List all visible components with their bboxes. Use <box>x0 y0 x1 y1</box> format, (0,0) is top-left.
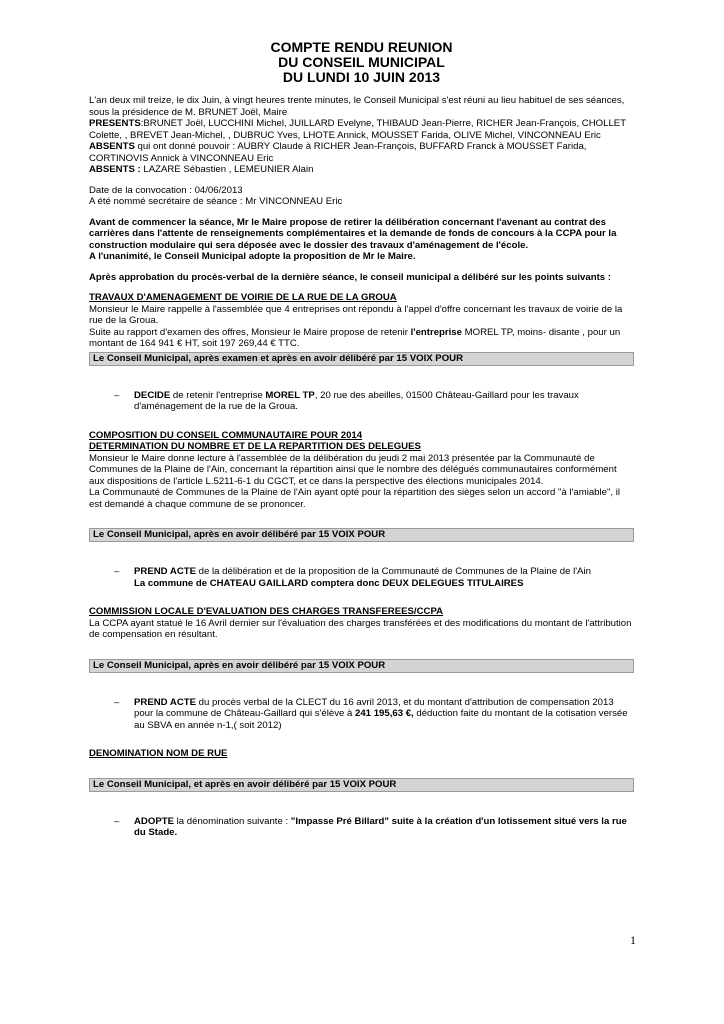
section-paragraph: Monsieur le Maire rappelle à l'assemblée que 4 entreprises ont répondu à l'appel d'offre concernant les travaux de voirie de la rue de la Groua. <box>89 303 623 326</box>
absents-pouvoir-paragraph <box>89 141 634 164</box>
decision-bullet <box>89 566 634 589</box>
vote-banner: Le Conseil Municipal, et après en avoir délibéré par 15 VOIX POUR <box>89 778 634 792</box>
absents-pouvoir-label: ABSENTS <box>89 141 135 152</box>
presents-label: PRESENTS <box>89 118 141 129</box>
section-paragraph: La CCPA ayant statué le 16 Avril dernier sur l'évaluation des charges transférées et des modifications du montant de l'attribution de compensation en résultant. <box>89 617 632 640</box>
preamble-line-1: Avant de commencer la séance, Mr le Maire propose de retirer la délibération concernant l'avenant au contrat des carrières dans l'attente de renseignements complémentaires et la demande de fonds de concours à la CCPA pour la construction modulaire qui sera déposée avec le dossier des travaux d'aménagement de l'école. <box>89 216 617 251</box>
decision-bold-line: La commune de CHATEAU GAILLARD comptera donc DEUX DELEGUES TITULAIRES <box>134 577 524 589</box>
vote-banner: Le Conseil Municipal, après en avoir délibéré par 15 VOIX POUR <box>89 659 634 673</box>
section-heading: COMPOSITION DU CONSEIL COMMUNAUTAIRE POUR 2014 <box>89 429 363 441</box>
decision-text: de retenir l'entreprise <box>170 389 266 401</box>
decision-text: du procès verbal de la CLECT du 16 avril 2013, et du montant d'attribution de compensation 2013 pour la commune de Château-Gaillard qui s'élève à <box>134 696 614 719</box>
dash-marker: – <box>114 389 120 401</box>
decision-bullet <box>89 390 634 413</box>
section-heading: COMMISSION LOCALE D'EVALUATION DES CHARGES TRANSFEREES/CCPA <box>89 606 444 617</box>
section-heading: TRAVAUX D'AMENAGEMENT DE VOIRIE DE LA RUE DE LA GROUA <box>89 292 397 303</box>
decision-text: de la délibération et de la proposition de la Communauté de Communes de la Plaine de l'Ain <box>196 566 591 577</box>
decision-verb: PREND ACTE <box>134 566 197 577</box>
section-paragraph: Monsieur le Maire donne lecture à l'assemblée de la délibération du jeudi 2 mai 2013 présentée par la Communauté de Communes de la Plaine de l'Ain, concernant la répartition ainsi que le nombre des délégués communautaires conformément aux dispositions de l'article L.5211-6-1 du CGCT, et ce dans la perspective des élections municipales 2014. <box>89 452 617 487</box>
section-paragraph: La Communauté de Communes de la Plaine de l'Ain ayant opté pour la répartition des sièges selon un accord "à l'amiable", il est demandé à chaque commune de se prononcer. <box>89 487 620 510</box>
absents-label: ABSENTS : <box>89 164 144 175</box>
decision-verb: DECIDE <box>134 389 171 401</box>
decision-text: déduction faite du montant de la cotisation versée au SBVA en année n-1,( soit 2012) <box>134 708 628 731</box>
decision-verb: PREND ACTE <box>134 696 197 708</box>
paragraph-text: MOREL TP, moins- disante , pour un montant de 164 941 € HT, soit 197 269,44 € TTC. <box>89 326 621 349</box>
absents-text: LAZARE Sébastien , LEMEUNIER Alain <box>143 164 314 175</box>
decision-text: la dénomination suivante : <box>173 815 291 827</box>
dash-marker: – <box>114 696 120 708</box>
convocation-date: Date de la convocation : 04/06/2013 <box>89 184 243 196</box>
page-title <box>89 40 634 85</box>
title-line-1: COMPTE RENDU REUNION <box>270 39 453 55</box>
vote-banner: Le Conseil Municipal, après examen et après en avoir délibéré par 15 VOIX POUR <box>89 352 634 366</box>
dash-marker: – <box>114 566 120 577</box>
decision-bold: MOREL TP <box>265 389 315 401</box>
decision-bullet <box>89 697 634 732</box>
document-page <box>89 40 634 839</box>
section-denomination <box>89 748 634 839</box>
decision-bold: 241 195,63 €, <box>355 708 414 719</box>
paragraph-bold: l'entreprise <box>410 326 462 338</box>
decision-bold: "Impasse Pré Billard" suite à la création d'un lotissement situé vers la rue du Stade. <box>134 815 627 838</box>
decision-text: , 20 rue des abeilles, 01500 Château-Gaillard pour les travaux d'aménagement de la rue de la Groua. <box>134 389 579 412</box>
section-voirie <box>89 292 634 413</box>
dash-marker: – <box>114 815 120 827</box>
secretaire: A été nommé secrétaire de séance : Mr VINCONNEAU Eric <box>89 196 343 207</box>
presents-text: :BRUNET Joël, LUCCHINI Michel, JUILLARD Evelyne, THIBAUD Jean-Pierre, RICHER Jean-François, CHOLLET Colette, , BREVET Jean-Michel, , DUBRUC Yves, LHOTE Annick, MOUSSET Farida, OLIVE Michel, VINCONNEAU Eric <box>89 118 626 141</box>
title-line-2: DU CONSEIL MUNICIPAL <box>278 54 445 70</box>
section-conseil-communautaire <box>89 430 634 590</box>
absents-paragraph <box>89 164 634 176</box>
section-subheading: DETERMINATION DU NOMBRE ET DE LA REPARTITION DES DELEGUES <box>89 441 421 452</box>
decision-bullet <box>89 816 634 839</box>
approbation: Après approbation du procès-verbal de la dernière séance, le conseil municipal a délibéré sur les points suivants : <box>89 271 611 283</box>
vote-banner: Le Conseil Municipal, après en avoir délibéré par 15 VOIX POUR <box>89 528 634 542</box>
section-paragraph <box>89 327 634 350</box>
absents-pouvoir-text: qui ont donné pouvoir : AUBRY Claude à RICHER Jean-François, BUFFARD Franck à MOUSSET Farida, CORTINOVIS Annick à VINCONNEAU Eric <box>89 141 587 164</box>
intro-paragraph: L'an deux mil treize, le dix Juin, à vingt heures trente minutes, le Conseil Municipal s'est réuni au lieu habituel de ses séances, sous la présidence de M. BRUNET Joël, Maire <box>89 95 625 118</box>
section-heading: DENOMINATION NOM DE RUE <box>89 748 228 759</box>
title-line-3: DU LUNDI 10 JUIN 2013 <box>282 69 441 85</box>
page-number: 1 <box>630 933 636 947</box>
presents-paragraph <box>89 118 634 141</box>
preamble-line-2: A l'unanimité, le Conseil Municipal adopte la proposition de Mr le Maire. <box>89 251 416 262</box>
decision-verb: ADOPTE <box>134 815 174 827</box>
section-clect <box>89 606 634 731</box>
paragraph-text: Suite au rapport d'examen des offres, Monsieur le Maire propose de retenir <box>89 326 411 338</box>
